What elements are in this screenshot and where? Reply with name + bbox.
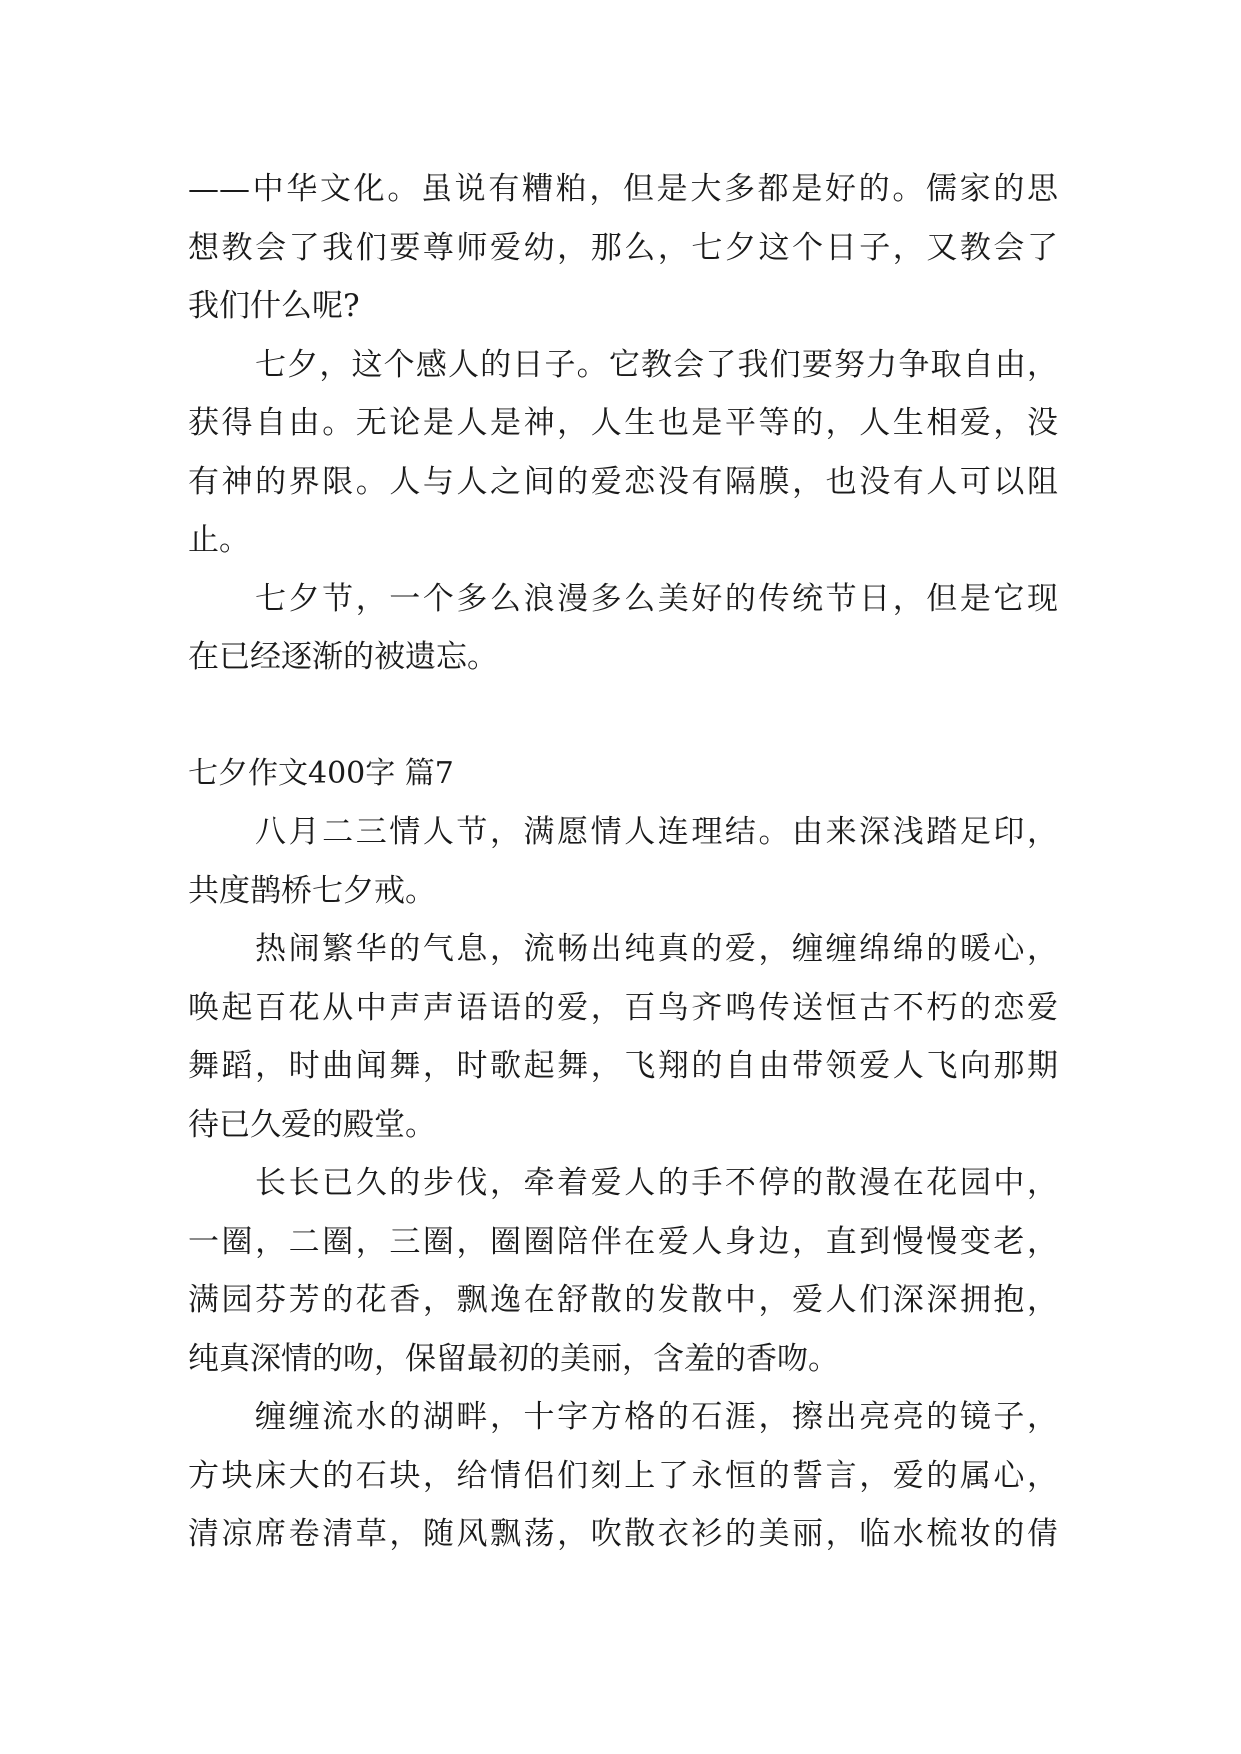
text-line: 我们什么呢? (188, 288, 360, 324)
text-line: 纯真深情的吻，保留最初的美丽，含羞的香吻。 (188, 1340, 839, 1377)
text-line: 满园芬芳的花香，飘逸在舒散的发散中，爱人们深深拥抱， (188, 1282, 1058, 1318)
text-line: 唤起百花从中声声语语的爱，百鸟齐鸣传送恒古不朽的恋爱 (188, 989, 1058, 1026)
text-line: 待已久爱的殿堂。 (188, 1106, 436, 1143)
text-line: ——中华文化。虽说有糟粕，但是大多都是好的。儒家的思 (188, 171, 1058, 207)
text-line: 七夕节，一个多么浪漫多么美好的传统节日，但是它现 (255, 580, 1058, 617)
text-line: 有神的界限。人与人之间的爱恋没有隔膜，也没有人可以阻 (188, 463, 1058, 500)
text-line: 想教会了我们要尊师爱幼，那么，七夕这个日子，又教会了 (188, 229, 1058, 266)
paragraph (188, 160, 1058, 336)
paragraph (188, 1154, 1058, 1388)
section-heading: 七夕作文400字 篇7 (188, 755, 454, 791)
text-line: 方块床大的石块，给情侣们刻上了永恒的誓言，爱的属心， (188, 1457, 1058, 1494)
text-line: 长长已久的步伐，牵着爱人的手不停的散漫在花园中， (255, 1165, 1058, 1201)
paragraph (188, 920, 1058, 1154)
paragraph (188, 803, 1058, 920)
text-line: 在已经逐渐的被遗忘。 (188, 639, 498, 675)
text-line: 共度鹊桥七夕戒。 (188, 872, 436, 909)
text-line: 七夕，这个感人的日子。它教会了我们要努力争取自由， (255, 346, 1058, 383)
text-line: 舞蹈，时曲闻舞，时歌起舞，飞翔的自由带领爱人飞向那期 (188, 1048, 1058, 1084)
text-line: 热闹繁华的气息，流畅出纯真的爱，缠缠绵绵的暖心， (255, 931, 1058, 967)
text-line: 止。 (188, 522, 250, 558)
text-line: 缠缠流水的湖畔，十字方格的石涯，擦出亮亮的镜子， (255, 1399, 1058, 1435)
text-line: 清凉席卷清草，随风飘荡，吹散衣衫的美丽，临水梳妆的倩 (188, 1516, 1058, 1552)
paragraph (188, 1388, 1058, 1564)
paragraph (188, 336, 1058, 570)
document-body (188, 160, 1058, 1564)
text-line: 一圈，二圈，三圈，圈圈陪伴在爱人身边，直到慢慢变老， (188, 1223, 1058, 1260)
paragraph (188, 570, 1058, 687)
text-line: 八月二三情人节，满愿情人连理结。由来深浅踏足印， (255, 814, 1058, 850)
text-line: 获得自由。无论是人是神，人生也是平等的，人生相爱，没 (188, 405, 1058, 441)
